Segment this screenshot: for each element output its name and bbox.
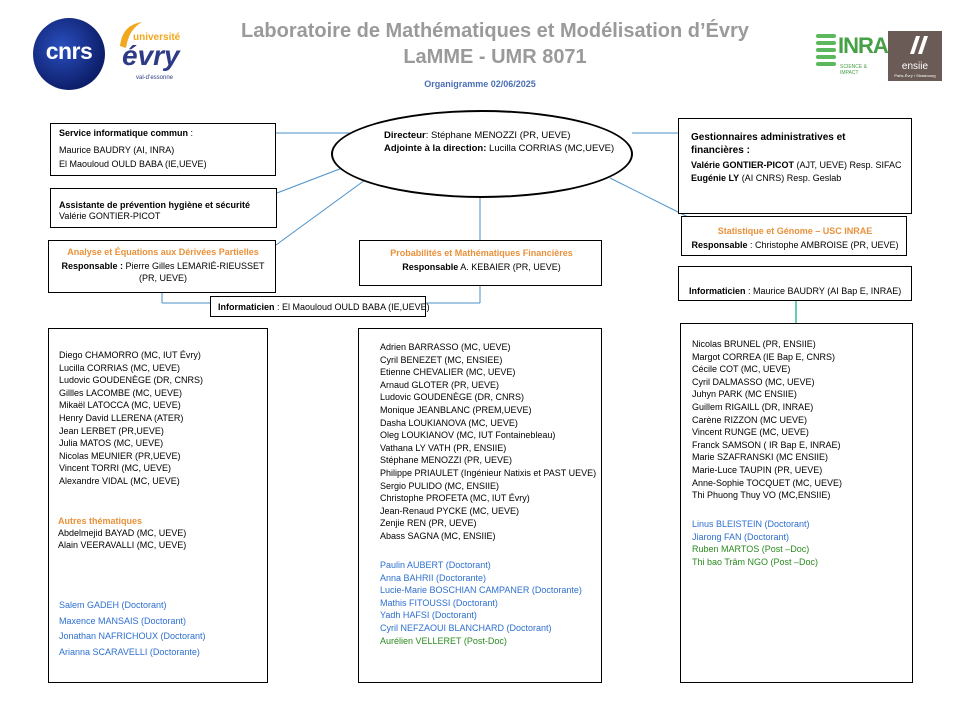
list-item: Franck SAMSON ( IR Bap E, INRAE) <box>692 439 841 450</box>
it-service-member: El Maouloud OULD BABA (IE,UEVE) <box>59 159 207 169</box>
page-subtitle: LaMME - UMR 8071 <box>403 46 587 68</box>
it-service-heading: Service informatique commun <box>59 128 189 138</box>
list-item: Marie-Luce TAUPIN (PR, UEVE) <box>692 464 823 475</box>
probability-team-box <box>359 240 602 286</box>
list-item: Oleg LOUKIANOV (MC, IUT Fontainebleau) <box>380 430 556 441</box>
list-item: Nicolas MEUNIER (PR,UEVE) <box>59 450 181 461</box>
list-item: Lucilla CORRIAS (MC, UEVE) <box>59 362 181 373</box>
list-item: Vathana LY VATH (PR, ENSIIE) <box>380 442 507 453</box>
list-item: Paulin AUBERT (Doctorant) <box>380 560 491 570</box>
analysis-team-box <box>48 240 276 293</box>
list-item: Lucie-Marie BOSCHIAN CAMPANER (Doctorante) <box>380 585 582 596</box>
list-item: Jonathan NAFRICHOUX (Doctorant) <box>59 631 206 641</box>
safety-name: Valérie GONTIER-PICOT <box>59 211 161 221</box>
organigram-date: Organigramme 02/06/2025 <box>424 79 536 89</box>
list-item: Juhyn PARK (MC ENSIIE) <box>692 389 797 400</box>
director-name: : Stéphane MENOZZI (PR, UEVE) <box>425 130 571 141</box>
admin-heading: Gestionnaires administratives et financières <box>691 132 846 156</box>
statistics-phd-list <box>692 518 810 543</box>
probability-team-title: Probabilités et Mathématiques Financières <box>390 248 573 258</box>
inra-logo-text: INRA <box>838 33 888 58</box>
list-item: Marie SZAFRANSKI (MC ENSIIE) <box>692 452 829 463</box>
evry-logo-sub: val-d’essonne <box>136 75 174 81</box>
analysis-member-list <box>59 349 203 488</box>
list-item: Thi bao Trâm NGO (Post –Doc) <box>692 556 819 567</box>
analysis-resp-name: Pierre Gilles LEMARIÉ-RIEUSSET <box>122 261 265 271</box>
list-item: Julia MATOS (MC, UEVE) <box>59 438 164 449</box>
it-staff-left-label: Informaticien <box>218 302 275 312</box>
list-item: Philippe PRIAULET (Ingénieur Natixis et PAST UEVE) <box>380 467 597 478</box>
list-item: Sergio PULIDO (MC, ENSIIE) <box>380 480 500 491</box>
admin-member-1-name: Valérie GONTIER-PICOT <box>691 160 795 170</box>
probability-postdoc-list <box>380 635 507 648</box>
ensiie-logo-sub: Paris-Évry / Strasbourg <box>894 73 936 78</box>
list-item: Cyril BENEZET (MC, ENSIEE) <box>380 354 503 365</box>
connector-line <box>277 165 350 193</box>
it-service-title <box>59 127 193 140</box>
list-item: Ludovic GOUDENÈGE (DR, CNRS) <box>380 392 525 403</box>
list-item: Ruben MARTOS (Post –Doc) <box>692 544 810 554</box>
it-staff-right-label: Informaticien <box>689 286 746 296</box>
safety-title: Assistante de prévention hygiène et sécurité <box>59 200 251 210</box>
admin-member-1-role: (AJT, UEVE) Resp. SIFAC <box>794 160 902 170</box>
list-item: Stéphane MENOZZI (PR, UEVE) <box>380 455 513 466</box>
list-item: Mikaël LATOCCA (MC, UEVE) <box>59 400 181 411</box>
list-item: Jiarong FAN (Doctorant) <box>692 531 790 542</box>
list-item: Aurélien VELLERET (Post-Doc) <box>380 636 507 646</box>
list-item: Adrien BARRASSO (MC, UEVE) <box>380 342 511 352</box>
safety-box <box>50 188 277 228</box>
admin-title <box>691 131 891 157</box>
list-item: Dasha LOUKIANOVA (MC, UEVE) <box>380 417 518 428</box>
connector-line <box>276 180 365 245</box>
list-item: Henry David LLERENA (ATER) <box>59 412 184 423</box>
list-item: Diego CHAMORRO (MC, IUT Évry) <box>59 350 201 360</box>
inra-logo-sub: SCIENCE & IMPACT <box>840 64 867 76</box>
ensiie-logo-text: ensiie <box>901 61 929 72</box>
other-themes-title: Autres thématiques <box>58 516 143 526</box>
list-item: Salem GADEH (Doctorant) <box>59 600 167 610</box>
list-item: Alain VEERAVALLI (MC, UEVE) <box>58 540 187 550</box>
probability-team-resp <box>360 261 603 274</box>
it-staff-left-box <box>210 296 430 317</box>
evry-logo-top: université <box>133 32 181 43</box>
it-staff-left-name: : El Maouloud OULD BABA (IE,UEVE) <box>274 302 430 312</box>
list-item: Jean LERBET (PR,UEVE) <box>59 425 164 436</box>
page-title: Laboratoire de Mathématiques et Modélisation d’Évry <box>241 20 749 42</box>
probability-resp-name: A. KEBAIER (PR, UEVE) <box>458 262 561 272</box>
it-staff-right-name: : Maurice BAUDRY (AI Bap E, INRAE) <box>745 286 902 296</box>
it-service-box <box>50 123 276 176</box>
deputy-label: Adjointe à la direction: <box>384 143 487 154</box>
list-item: Arnaud GLOTER (PR, UEVE) <box>380 379 500 390</box>
list-item: Thi Phuong Thuy VO (MC,ENSIIE) <box>692 490 831 501</box>
list-item: Vincent TORRI (MC, UEVE) <box>59 463 172 474</box>
statistics-member-list <box>692 338 842 502</box>
it-staff-right-box <box>678 266 912 301</box>
list-item: Ludovic GOUDENÈGE (DR, CNRS) <box>59 375 204 386</box>
cnrs-logo-text: cnrs <box>45 38 93 64</box>
analysis-resp-label: Responsable : <box>61 261 123 271</box>
list-item: Nicolas BRUNEL (PR, ENSIIE) <box>692 339 816 349</box>
analysis-team-title: Analyse et Équations aux Dérivées Partielles <box>67 247 259 257</box>
it-service-colon: : <box>188 128 194 138</box>
statistics-resp-label: Responsable <box>691 240 748 250</box>
list-item: Abdelmejid BAYAD (MC, UEVE) <box>58 528 187 538</box>
ensiie-slashes-icon <box>888 34 942 60</box>
list-item: Anna BAHRII (Doctorante) <box>380 572 487 583</box>
probability-phd-list <box>380 559 582 635</box>
it-service-member: Maurice BAUDRY (AI, INRA) <box>59 145 175 155</box>
list-item: Linus BLEISTEIN (Doctorant) <box>692 519 810 529</box>
list-item: Cécile COT (MC, UEVE) <box>692 364 791 375</box>
ensiie-logo <box>888 31 942 81</box>
admin-box <box>678 118 912 214</box>
list-item: Anne-Sophie TOCQUET (MC, UEVE) <box>692 477 843 488</box>
list-item: Vincent RUNGE (MC, UEVE) <box>692 427 809 438</box>
list-item: Arianna SCARAVELLI (Doctorante) <box>59 646 200 657</box>
analysis-members-box <box>48 328 268 683</box>
it-staff-left-text <box>218 301 430 314</box>
probability-member-list <box>380 341 596 543</box>
analysis-team-resp <box>49 260 277 273</box>
probability-members-box <box>358 328 602 683</box>
list-item: Cyril DALMASSO (MC, UEVE) <box>692 376 815 387</box>
analysis-team-resp-2: (PR, UEVE) <box>138 273 187 283</box>
list-item: Yadh HAFSI (Doctorant) <box>380 610 477 621</box>
probability-resp-label: Responsable <box>402 262 459 272</box>
list-item: Cyril NEFZAOUI BLANCHARD (Doctorant) <box>380 622 552 633</box>
list-item: Alexandre VIDAL (MC, UEVE) <box>59 475 180 486</box>
evry-logo-main: évry <box>122 40 180 71</box>
admin-member-1 <box>691 159 902 172</box>
list-item: Etienne CHEVALIER (MC, UEVE) <box>380 367 516 378</box>
admin-member-2-role: (AI CNRS) Resp. Geslab <box>739 173 842 183</box>
list-item: Christophe PROFETA (MC, IUT Évry) <box>380 493 530 504</box>
statistics-members-box <box>680 323 913 683</box>
statistics-postdoc-list <box>692 543 818 568</box>
deputy-line <box>384 143 614 156</box>
other-themes-list <box>58 516 186 551</box>
list-item: Guillem RIGAILL (DR, INRAE) <box>692 401 814 412</box>
list-item: Mathis FITOUSSI (Doctorant) <box>380 597 498 608</box>
admin-member-2 <box>691 172 841 185</box>
admin-colon: : <box>743 145 750 156</box>
list-item: Carène RIZZON (MC UEVE) <box>692 414 808 425</box>
direction-ellipse <box>331 110 633 198</box>
statistics-team-title: Statistique et Génome – USC INRAE <box>717 226 873 236</box>
list-item: Zenjie REN (PR, UEVE) <box>380 518 477 529</box>
deputy-name: Lucilla CORRIAS (MC,UEVE) <box>486 143 615 154</box>
statistics-team-resp <box>682 239 908 252</box>
list-item: Gillles LACOMBE (MC, UEVE) <box>59 387 183 398</box>
list-item: Monique JEANBLANC (PREM,UEVE) <box>380 404 532 415</box>
statistics-resp-name: : Christophe AMBROISE (PR, UEVE) <box>747 240 899 250</box>
it-staff-right-text <box>689 285 901 298</box>
admin-member-2-name: Eugénie LY <box>691 173 740 183</box>
list-item: Maxence MANSAIS (Doctorant) <box>59 615 187 626</box>
statistics-team-box <box>681 216 907 256</box>
analysis-phd-list <box>59 598 206 660</box>
list-item: Abass SAGNA (MC, ENSIIE) <box>380 530 496 541</box>
list-item: Margot CORREA (IE Bap E, CNRS) <box>692 351 836 362</box>
director-label: Directeur <box>384 130 426 141</box>
cnrs-logo <box>33 18 105 90</box>
list-item: Jean-Renaud PYCKE (MC, UEVE) <box>380 505 520 516</box>
director-line <box>384 130 570 143</box>
